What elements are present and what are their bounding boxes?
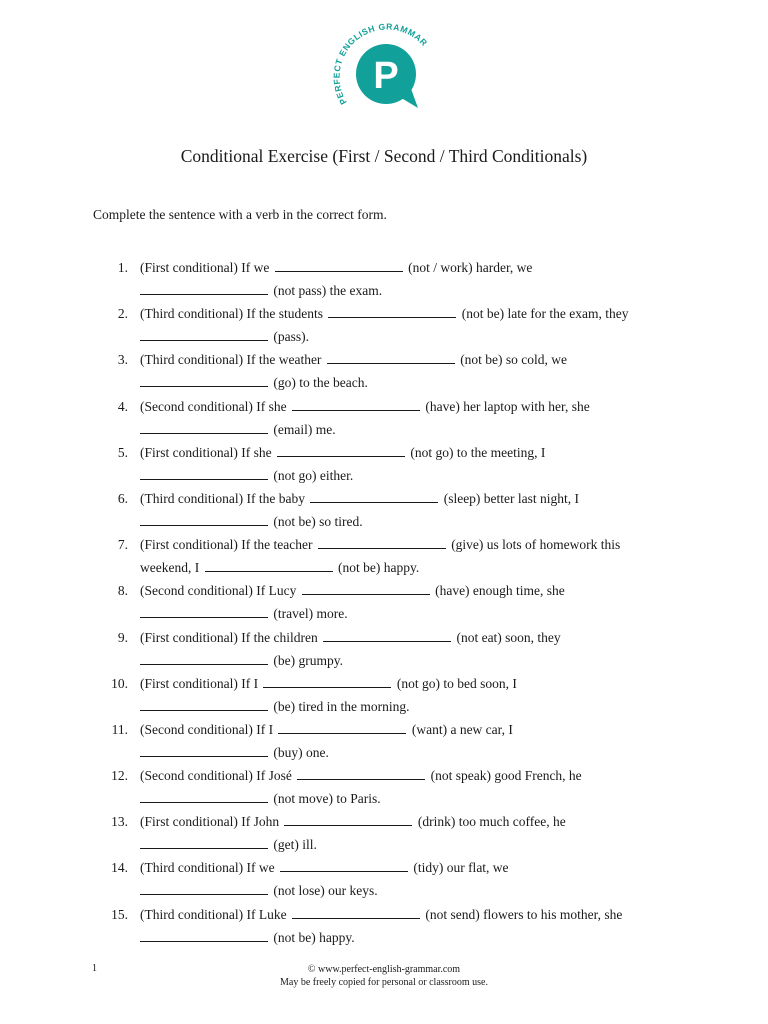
- exercise-prompt-continued: (not be) late for the exam, they: [461, 306, 629, 322]
- exercise-line-2: [140, 926, 355, 949]
- exercise-line-2: [140, 602, 348, 625]
- exercise-prompt: (Third conditional) If the weather: [140, 352, 322, 368]
- exercise-number: 7.: [117, 537, 128, 553]
- exercise-prompt-end: (email) me.: [273, 421, 336, 437]
- answer-blank[interactable]: [277, 442, 405, 457]
- answer-blank[interactable]: [140, 880, 268, 895]
- exercise-number: 1.: [117, 260, 128, 275]
- exercise-prompt: (First conditional) If John: [140, 814, 280, 830]
- exercise-prompt-end: (get) ill.: [273, 837, 317, 853]
- exercise-line-1: [140, 903, 622, 926]
- answer-blank[interactable]: [140, 603, 268, 618]
- exercise-item: [0, 764, 768, 810]
- exercise-prompt: (Third conditional) If the students: [140, 306, 323, 322]
- exercise-number: 4.: [117, 398, 128, 414]
- exercise-item: [0, 856, 768, 902]
- exercise-line-1: [140, 856, 509, 879]
- logo-ring-text: PERFECT ENGLISH GRAMMAR: [331, 21, 430, 107]
- exercise-prompt-end: (be) grumpy.: [273, 652, 343, 668]
- answer-blank[interactable]: [292, 904, 420, 919]
- exercise-prompt-continued: (tidy) our flat, we: [413, 860, 509, 876]
- exercise-item: [0, 579, 768, 625]
- exercise-prompt: (First conditional) If the teacher: [140, 537, 313, 553]
- exercise-prompt-continued: (not speak) good French, he: [430, 768, 582, 784]
- answer-blank[interactable]: [205, 557, 333, 572]
- exercise-number: 6.: [117, 490, 128, 506]
- exercise-prompt-continued: (not go) to the meeting, I: [410, 444, 546, 460]
- answer-blank[interactable]: [275, 257, 403, 272]
- exercise-item: [0, 672, 768, 718]
- answer-blank[interactable]: [263, 673, 391, 688]
- exercise-prompt-end: (buy) one.: [273, 744, 329, 760]
- exercise-prompt-continued: (not / work) harder, we: [408, 260, 533, 275]
- exercise-item: [0, 395, 768, 441]
- exercise-line-2: [140, 325, 309, 348]
- exercise-line-1: [140, 579, 565, 602]
- answer-blank[interactable]: [328, 303, 456, 318]
- exercise-line-2: [140, 279, 382, 302]
- usage-note: May be freely copied for personal or classroom use.: [280, 977, 488, 988]
- exercise-line-1: [140, 764, 582, 787]
- exercise-prompt-end: (not be) happy.: [273, 929, 355, 945]
- exercise-prompt-continued: (want) a new car, I: [411, 721, 513, 737]
- answer-blank[interactable]: [140, 788, 268, 803]
- exercise-line-1: [140, 533, 620, 556]
- exercise-item: [0, 487, 768, 533]
- exercise-item: [0, 441, 768, 487]
- page-title: Conditional Exercise (First / Second / Third Conditionals): [180, 146, 588, 166]
- instructions: Complete the sentence with a verb in the correct form.: [93, 207, 387, 222]
- exercise-prompt-end: (travel) more.: [273, 606, 348, 622]
- exercise-prompt: (First conditional) If we: [140, 260, 270, 275]
- exercise-prompt-continued: (not go) to bed soon, I: [396, 675, 517, 691]
- exercise-prompt-end: (pass).: [273, 329, 309, 345]
- answer-blank[interactable]: [310, 488, 438, 503]
- exercise-prompt-end: (not be) happy.: [337, 560, 420, 576]
- exercise-line-2: [140, 787, 381, 810]
- exercise-prompt: (Third conditional) If Luke: [140, 906, 287, 922]
- exercise-line-1: [140, 487, 579, 510]
- exercise-prompt: (Second conditional) If I: [140, 721, 274, 737]
- exercise-prompt-continued: (give) us lots of homework this: [451, 537, 621, 553]
- exercise-line-1: [140, 718, 513, 741]
- exercise-line-1: [140, 302, 629, 325]
- exercise-line-1: [140, 348, 567, 371]
- answer-blank[interactable]: [297, 765, 425, 780]
- page-number: 1: [92, 963, 97, 974]
- exercise-line-2: [140, 418, 336, 441]
- exercise-prompt: (First conditional) If she: [140, 444, 272, 460]
- exercise-line-2: [140, 833, 317, 856]
- footer: [0, 963, 768, 989]
- exercise-line-2: [140, 741, 329, 764]
- answer-blank[interactable]: [140, 511, 268, 526]
- answer-blank[interactable]: [284, 811, 412, 826]
- exercise-prompt: (Second conditional) If José: [140, 768, 292, 784]
- answer-blank[interactable]: [140, 280, 268, 295]
- exercise-prompt: (Third conditional) If we: [140, 860, 275, 876]
- answer-blank[interactable]: [280, 857, 408, 872]
- answer-blank[interactable]: [140, 326, 268, 341]
- exercise-line-2: [140, 649, 343, 672]
- answer-blank[interactable]: [140, 650, 268, 665]
- answer-blank[interactable]: [278, 719, 406, 734]
- exercise-prompt-continued: (not be) so cold, we: [460, 352, 568, 368]
- exercise-line-1: [140, 810, 566, 833]
- exercise-number: 2.: [117, 306, 128, 322]
- exercise-prompt: (Second conditional) If Lucy: [140, 583, 297, 599]
- exercise-line-2: [140, 371, 368, 394]
- exercise-number: 12.: [111, 768, 128, 784]
- exercise-line-2: [140, 879, 378, 902]
- exercise-line-1: [140, 626, 561, 649]
- exercise-line-1: [140, 256, 532, 279]
- answer-blank[interactable]: [140, 696, 268, 711]
- exercise-prompt-end: (not lose) our keys.: [273, 883, 378, 899]
- exercise-prompt: (Third conditional) If the baby: [140, 490, 305, 506]
- answer-blank[interactable]: [140, 742, 268, 757]
- answer-blank[interactable]: [323, 627, 451, 642]
- exercise-prompt-continued: (have) her laptop with her, she: [425, 398, 590, 414]
- exercise-line-2: [140, 464, 353, 487]
- exercise-list: [0, 256, 768, 949]
- answer-blank[interactable]: [302, 580, 430, 595]
- exercise-item: [0, 810, 768, 856]
- exercise-item: [0, 718, 768, 764]
- exercise-prompt-continued: (not send) flowers to his mother, she: [425, 906, 623, 922]
- exercise-prompt-continued: (drink) too much coffee, he: [417, 814, 566, 830]
- exercise-prompt-continued: (sleep) better last night, I: [443, 490, 580, 506]
- logo-letter: P: [373, 55, 399, 97]
- exercise-line-1: [140, 441, 545, 464]
- exercise-prompt-continued: (not eat) soon, they: [456, 629, 561, 645]
- exercise-number: 3.: [117, 352, 128, 368]
- exercise-line-2: [140, 695, 409, 718]
- exercise-number: 8.: [117, 583, 128, 599]
- answer-blank[interactable]: [327, 349, 455, 364]
- exercise-number: 15.: [111, 906, 128, 922]
- exercise-prompt-line-2: weekend, I: [140, 560, 200, 576]
- exercise-prompt-end: (be) tired in the morning.: [273, 698, 410, 714]
- exercise-number: 9.: [117, 629, 128, 645]
- answer-blank[interactable]: [140, 465, 268, 480]
- exercise-prompt-continued: (have) enough time, she: [435, 583, 565, 599]
- perfect-english-grammar-logo: [328, 16, 432, 120]
- exercise-prompt-end: (not go) either.: [273, 467, 354, 483]
- exercise-prompt-end: (not move) to Paris.: [273, 791, 381, 807]
- exercise-prompt-end: (go) to the beach.: [273, 375, 368, 391]
- exercise-item: [0, 533, 768, 579]
- exercise-line-2: [140, 510, 363, 533]
- exercise-item: [0, 302, 768, 348]
- exercise-line-2: [140, 556, 419, 579]
- copyright-text: © www.perfect-english-grammar.com: [307, 964, 461, 975]
- answer-blank[interactable]: [292, 396, 420, 411]
- exercise-prompt-end: (not pass) the exam.: [273, 283, 383, 298]
- answer-blank[interactable]: [140, 834, 268, 849]
- exercise-prompt: (First conditional) If I: [140, 675, 259, 691]
- exercise-item: [0, 903, 768, 949]
- exercise-number: 5.: [117, 444, 128, 460]
- exercise-number: 13.: [111, 814, 128, 830]
- exercise-prompt-end: (not be) so tired.: [273, 513, 363, 529]
- exercise-number: 14.: [111, 860, 128, 876]
- exercise-number: 10.: [111, 675, 128, 691]
- answer-blank[interactable]: [140, 927, 268, 942]
- answer-blank[interactable]: [140, 419, 268, 434]
- exercise-item: [0, 256, 768, 302]
- exercise-number: 11.: [111, 721, 128, 737]
- exercise-item: [0, 348, 768, 394]
- answer-blank[interactable]: [140, 372, 268, 387]
- exercise-prompt: (Second conditional) If she: [140, 398, 287, 414]
- exercise-prompt: (First conditional) If the children: [140, 629, 318, 645]
- answer-blank[interactable]: [318, 534, 446, 549]
- exercise-line-1: [140, 395, 590, 418]
- exercise-line-1: [140, 672, 517, 695]
- exercise-item: [0, 626, 768, 672]
